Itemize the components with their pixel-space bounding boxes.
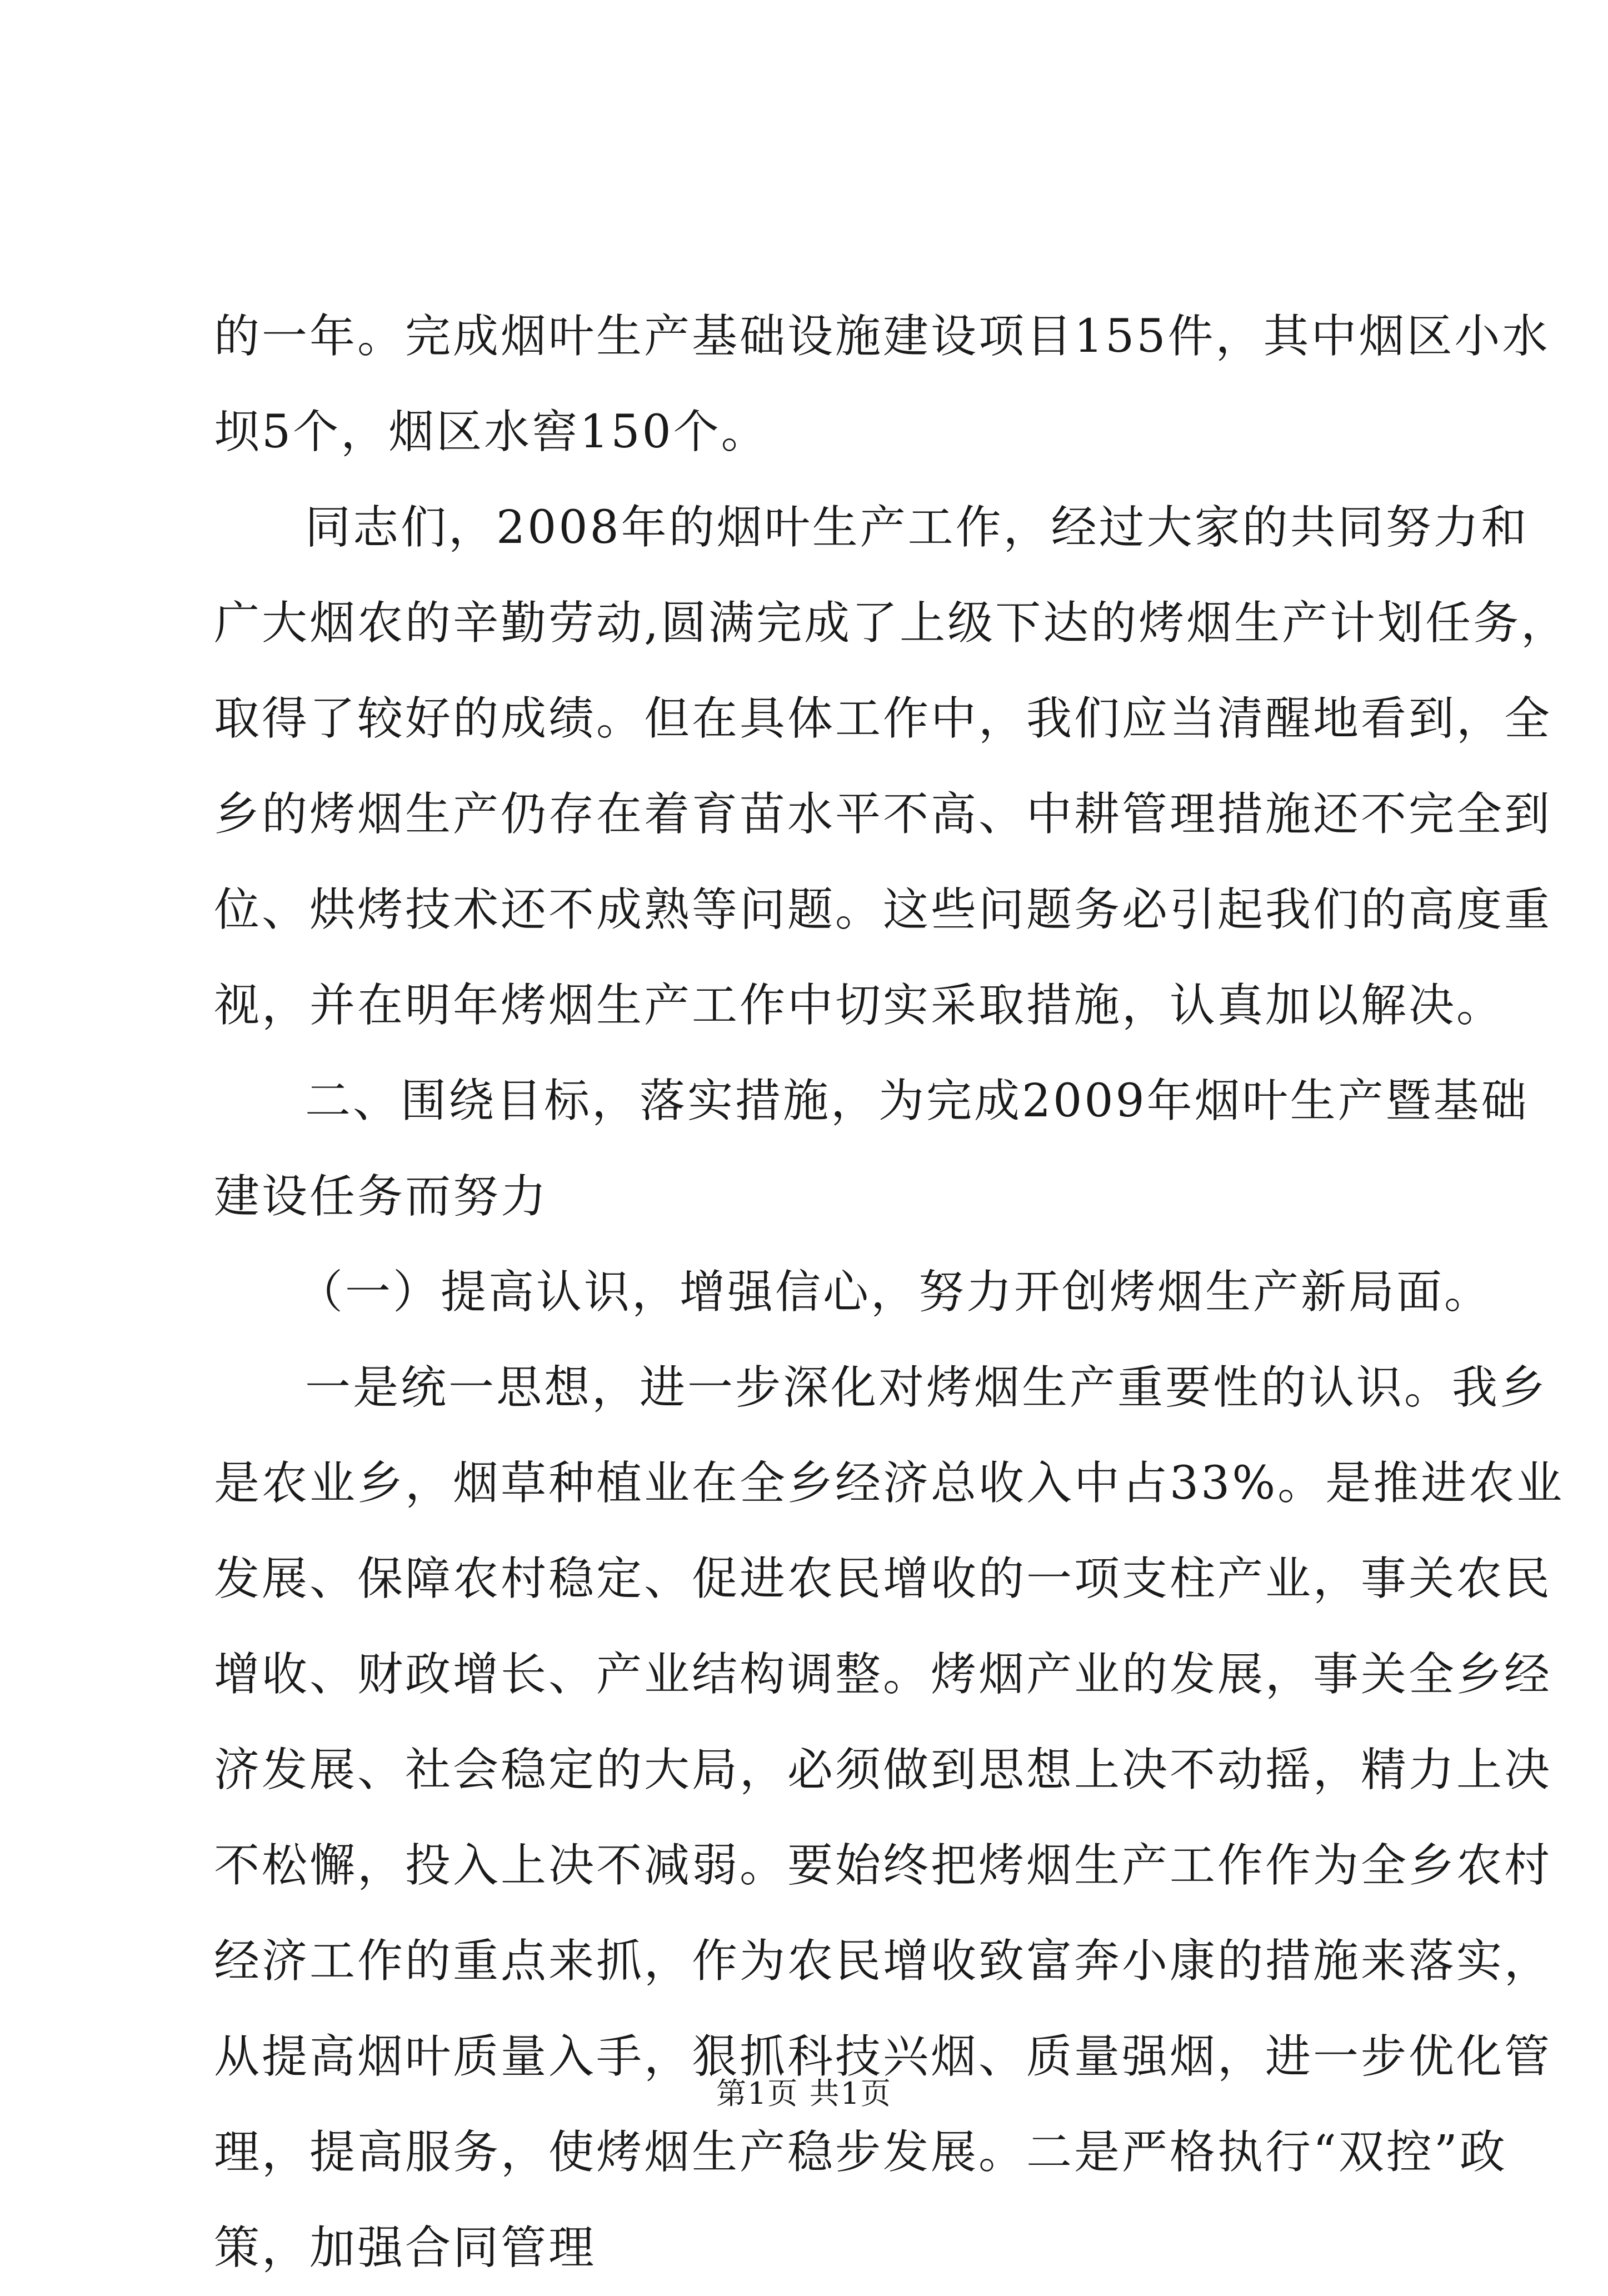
body-line: 不松懈，投入上决不减弱。要始终把烤烟生产工作作为全乡农村: [214, 1839, 1552, 1892]
body-line: 是农业乡，烟草种植业在全乡经济总收入中占33%。是推进农业: [214, 1457, 1565, 1510]
body-line: 视，并在明年烤烟生产工作中切实采取措施，认真加以解决。: [214, 979, 1505, 1032]
body-line: 策，加强合同管理: [214, 2222, 597, 2274]
body-line: 的一年。完成烟叶生产基础设施建设项目155件，其中烟区小水: [214, 310, 1550, 363]
body-line: 经济工作的重点来抓，作为农民增收致富奔小康的措施来落实，: [214, 1935, 1552, 1988]
body-line: 一是统一思想，进一步深化对烤烟生产重要性的认识。我乡: [305, 1361, 1548, 1414]
subsection-heading: （一）提高认识，增强信心，努力开创烤烟生产新局面。: [297, 1266, 1492, 1319]
body-line: 乡的烤烟生产仍存在着育苗水平不高、中耕管理措施还不完全到: [214, 788, 1552, 841]
body-line: 理，提高服务，使烤烟生产稳步发展。二是严格执行“双控”政: [214, 2126, 1507, 2179]
page-footer: 第1页 共1页: [716, 2076, 892, 2111]
body-line: 取得了较好的成绩。但在具体工作中，我们应当清醒地看到，全: [214, 692, 1552, 745]
body-line: 济发展、社会稳定的大局，必须做到思想上决不动摇，精力上决: [214, 1744, 1552, 1796]
section-heading: 二、围绕目标，落实措施，为完成2009年烟叶生产暨基础: [305, 1075, 1529, 1127]
body-line: 同志们，2008年的烟叶生产工作，经过大家的共同努力和: [305, 501, 1529, 554]
body-line: 广大烟农的辛勤劳动,圆满完成了上级下达的烤烟生产计划任务，: [214, 597, 1569, 650]
body-line: 坝5个，烟区水窖150个。: [214, 406, 769, 458]
body-line: 从提高烟叶质量入手，狠抓科技兴烟、质量强烟，进一步优化管: [214, 2030, 1552, 2083]
section-heading-continued: 建设任务而努力: [214, 1170, 549, 1223]
body-line: 发展、保障农村稳定、促进农民增收的一项支柱产业，事关农民: [214, 1553, 1552, 1605]
body-line: 位、烘烤技术还不成熟等问题。这些问题务必引起我们的高度重: [214, 884, 1552, 936]
document-body: [214, 289, 1569, 2296]
body-line: 增收、财政增长、产业结构调整。烤烟产业的发展，事关全乡经: [214, 1648, 1552, 1701]
